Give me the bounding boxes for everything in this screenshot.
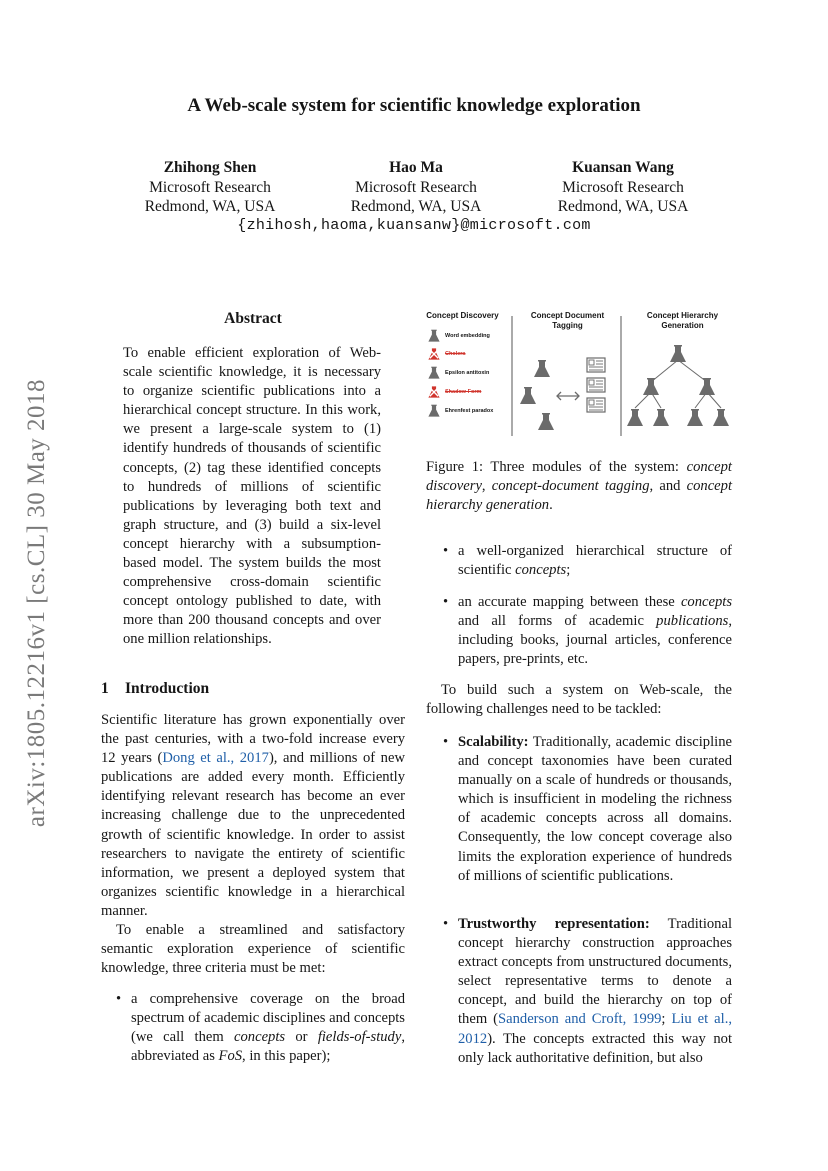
bullet-dot: •	[443, 594, 449, 610]
bullet-text: ). The concepts extracted this way not only lack authoritative definition, but also	[458, 1030, 732, 1066]
section-title: Introduction	[125, 680, 210, 697]
author-affiliation: Microsoft Research	[355, 178, 477, 196]
bidirectional-arrow-icon	[557, 392, 579, 400]
bullet-emph: concepts	[680, 594, 732, 610]
section-number: 1	[101, 680, 109, 697]
challenge-bullet-scalability	[443, 733, 732, 886]
flask-icon	[428, 330, 439, 342]
flask-icon	[713, 409, 729, 426]
flask-icon	[670, 345, 686, 362]
flask-icon	[520, 387, 536, 404]
caption-text: Figure 1: Three modules of the system:	[426, 459, 687, 475]
bullet-text: a well-organized hierarchical structure of scientific	[458, 543, 732, 579]
figure-header-discovery: Concept Discovery	[426, 311, 499, 320]
bullet-emph: publications	[656, 613, 729, 630]
author-location: Redmond, WA, USA	[350, 198, 482, 215]
rejected-flask-icon	[428, 386, 439, 397]
section-heading	[101, 680, 209, 698]
bullet-emph: concepts	[515, 562, 567, 579]
paragraph-text: ), and millions of new publications are added every month. Efficiently identifying relevant research has become an ever increasing challenge due to the unprecedented growth of scientific knowledge. In order to assist researchers to navigate the entirety of scientific information, we present a deployed system that organizes scientific knowledge in a hierarchical manner.	[101, 750, 405, 919]
intro-paragraph-2	[101, 921, 405, 978]
arxiv-stamp	[22, 358, 52, 848]
paper-title: A Web-scale system for scientific knowledge exploration	[187, 95, 641, 116]
figure-concept-item: Word embedding	[445, 333, 490, 339]
author-block	[301, 158, 531, 217]
bullet-dot: •	[116, 991, 122, 1007]
flask-icon	[643, 378, 659, 395]
author-affiliation: Microsoft Research	[149, 178, 271, 196]
bullet-emph: concepts	[234, 1029, 286, 1046]
bullet-text: and all forms of academic	[458, 613, 657, 630]
criteria-bullet-3	[443, 593, 732, 669]
paragraph-text: To build such a system on Web-scale, the following challenges need to be tackled:	[426, 682, 732, 718]
flask-icon	[653, 409, 669, 426]
document-icon	[587, 378, 605, 392]
criteria-bullet-1	[116, 990, 405, 1066]
bullet-emph: FoS	[218, 1048, 243, 1065]
author-name: Kuansan Wang	[572, 159, 674, 176]
figure-concept-item: Ehrenfest paradox	[445, 408, 494, 414]
bullet-emph: fields-of-study	[317, 1029, 402, 1046]
challenges-paragraph	[426, 681, 732, 719]
bullet-text: , abbreviated as	[131, 1029, 405, 1065]
caption-text: ,	[481, 478, 492, 495]
intro-paragraph-1	[101, 711, 405, 921]
bullet-text: or	[285, 1029, 318, 1046]
flask-icon	[538, 413, 554, 430]
bullet-text: , including books, journal articles, conference papers, pre-prints, etc.	[458, 613, 732, 668]
figure-1	[425, 308, 740, 443]
document-icon	[587, 358, 605, 372]
bullet-label: Trustworthy representation:	[458, 916, 650, 932]
flask-icon	[428, 405, 439, 417]
figure-header-hierarchy: Concept Hierarchy Generation	[646, 311, 719, 330]
bullet-label: Scalability:	[458, 734, 529, 750]
bullet-dot: •	[443, 916, 449, 932]
figure-header-tagging: Concept Document Tagging	[530, 311, 605, 330]
flask-icon	[699, 378, 715, 395]
figure-concept-item: Cholera	[445, 351, 466, 357]
citation-link[interactable]: Sanderson and Croft, 1999	[498, 1011, 662, 1028]
author-name: Hao Ma	[389, 159, 443, 176]
paragraph-text: To enable a streamlined and satisfactory semantic exploration experience of scientific knowledge, three criteria must be met:	[101, 922, 405, 977]
document-icon	[587, 398, 605, 412]
caption-emph: concept discovery	[426, 459, 732, 495]
figure-concept-item: Shadow Form	[445, 389, 482, 395]
challenge-bullet-trustworthy	[443, 915, 732, 1068]
citation-link[interactable]: Liu et al., 2012	[458, 1011, 732, 1047]
caption-text: .	[549, 497, 553, 514]
citation-link[interactable]: Dong et al., 2017	[162, 750, 269, 767]
author-block	[508, 158, 738, 217]
flask-icon	[627, 409, 643, 426]
bullet-text: , in this paper);	[242, 1048, 331, 1065]
author-affiliation: Microsoft Research	[562, 178, 684, 196]
caption-emph: concept-document tagging	[491, 478, 650, 495]
bullet-text: a comprehensive coverage on the broad spectrum of academic disciplines and concepts (we call them	[131, 991, 405, 1046]
criteria-bullet-2	[443, 542, 732, 580]
author-location: Redmond, WA, USA	[144, 198, 276, 215]
flask-icon	[534, 360, 550, 377]
flask-icon	[428, 367, 439, 379]
caption-emph: concept hierarchy generation	[426, 478, 733, 514]
author-emails: {zhihosh,haoma,kuansanw}@microsoft.com	[237, 217, 591, 234]
figure-caption	[426, 458, 732, 515]
bullet-text: ;	[566, 562, 571, 579]
rejected-flask-icon	[428, 348, 439, 359]
abstract-heading: Abstract	[224, 310, 282, 327]
figure-concept-item: Epsilon antitoxin	[445, 370, 490, 376]
caption-text: , and	[649, 478, 687, 495]
bullet-text: Traditional concept hierarchy construction approaches extract concepts from unstructured documents, select representative terms to denote a concept, and build the hierarchy on top of them (	[458, 916, 732, 1028]
abstract-text: To enable efficient exploration of Web-scale scientific knowledge, it is necessary to organize scientific publications into a hierarchical concept structure. In this work, we present a large-scale system to (1) identify hundreds of thousands of scientific concepts, (2) tag these identified concepts to hundreds of millions of scientific publications by leveraging both text and graph structure, and (3) build a six-level concept hierarchy with a subsumption-based model. The system builds the most comprehensive cross-domain scientific concept ontology published to date, with more than 200 thousand concepts and over one million relationships.	[123, 345, 381, 648]
bullet-dot: •	[443, 543, 449, 559]
bullet-text: Traditionally, academic discipline and concept taxonomies have been curated manually on a scale of hundreds or thousands, which is insufficient in modeling the richness of academic concepts across all domains. Consequently, the low concept coverage also limits the exploration experience of hundreds of millions of scientific publications.	[458, 734, 732, 884]
arxiv-stamp-text: arXiv:1805.12216v1 [cs.CL] 30 May 2018	[23, 378, 50, 828]
paragraph-text: Scientific literature has grown exponentially over the past centuries, with a two-fold increase every 12 years (	[101, 712, 405, 767]
flask-icon	[687, 409, 703, 426]
bullet-text: an accurate mapping between these	[458, 594, 681, 610]
bullet-dot: •	[443, 734, 449, 750]
author-location: Redmond, WA, USA	[557, 198, 689, 215]
bullet-text: ;	[661, 1011, 672, 1028]
author-block	[95, 158, 325, 217]
author-name: Zhihong Shen	[163, 159, 257, 176]
figure-diagram	[425, 308, 740, 443]
